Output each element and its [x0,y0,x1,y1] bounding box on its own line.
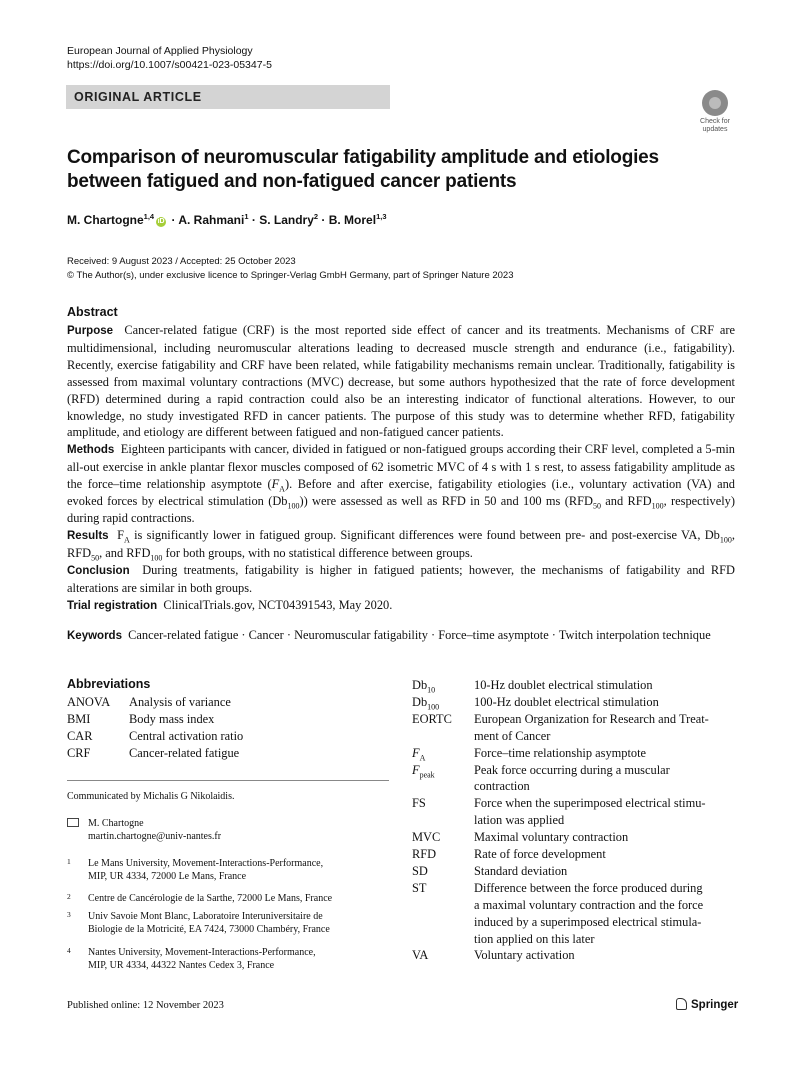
term-subscript: 10 [427,685,436,695]
term-subscript: A [419,753,426,763]
subscript: 50 [91,553,100,563]
definition-line: Difference between the force produced during [474,880,703,895]
definition-line: Force–time relationship asymptote [474,745,647,760]
abbreviation-term [412,829,440,846]
abbreviation-term [412,694,439,711]
definition-line: Standard deviation [474,863,568,878]
abbreviation-term [412,677,435,694]
abstract-purpose [67,322,735,441]
article-title [67,146,707,194]
definition-line: Force when the superimposed electrical stimu- [474,796,706,811]
conclusion-label: Conclusion [67,564,130,577]
abstract-trial [67,597,735,615]
affiliation-text [88,946,378,972]
definition-line: a maximal voluntary contraction and the force [474,897,704,912]
springer-logo [676,998,738,1011]
article-type-banner: ORIGINAL ARTICLE [66,85,390,109]
abbreviation-definition [474,677,744,694]
methods-text: ). Before and after exercise, fatigability etiologies (i.e., voluntary activation (VA) and evoked forces by electrical stimulation (Db [67,477,735,509]
author-name[interactable]: A. Rahmani [178,213,245,227]
term-subscript: peak [419,769,435,779]
definition-line: Peak force occurring during a muscular [474,762,670,777]
term-base: Db [412,678,428,692]
term-base: SD [412,863,428,878]
definition-line: European Organization for Research and Treat- [474,711,709,726]
abbreviation-definition [474,711,744,745]
abbreviation-definition: Cancer-related fatigue [129,746,240,760]
abbreviation-definition [474,880,744,948]
affiliation-line: Centre de Cancérologie de la Sarthe, 72000 Le Mans, France [88,893,333,904]
subscript: 100 [719,535,732,545]
author-list: M. Chartogne$^{1,4}$iD · A. Rahmani$^1$ · S. Landry$^2$ · B. Morel$^{1,3}$ [67,212,387,227]
footnote-divider [67,780,389,781]
abbreviation-term [412,745,425,762]
check-for-updates-badge[interactable] [695,90,735,133]
abbreviation-definition [474,795,744,829]
results-text: F [117,527,125,542]
envelope-icon [67,818,79,827]
title-line: between fatigued and non-fatigued cancer patients [67,171,517,192]
methods-text: , respectively) during rapid contractions. [67,494,735,525]
definition-line: ment of Cancer [474,728,551,743]
methods-text: )) were assessed as well as RFD in 50 and 100 ms (RFD [299,494,593,509]
methods-label: Methods [67,444,115,457]
definition-line: Voluntary activation [474,948,575,963]
check-updates-line1: Check for [700,118,730,125]
abbreviation-term [412,947,428,964]
orcid-icon[interactable]: iD [157,218,165,225]
term-subscript: 100 [427,702,440,712]
affiliation-text [88,892,378,905]
abbreviation-term [412,711,452,728]
results-text: is significantly lower in fatigued group. Significant differences were found between pre- and post-exercise VA, Db [129,527,720,542]
purpose-text: Cancer-related fatigue (CRF) is the most reported side effect of cancer and its treatments. Mechanisms of CRF are multidimensional, including neuromuscular alterations leading to decreased muscle strength and endurance (i.e., fatigability). Recently, exercise fatigability and CRF have been related, while fatigability mechanisms remain unclear. Traditionally, fatigability is assessed from maximal voluntary contractions (MVC) decrease, but some authors hypothesized that the rate of force development (RFD) determined during a rapid contraction could also be an interesting indicator of functional alterations. However, to our knowledge, no study investigated RFD in cancer patients. The purpose of this study was to determine whether RFD, fatigability amplitude, and etiology are different between fatigued and non-fatigued cancer patients. [67,323,735,440]
abstract-heading: Abstract [67,305,118,319]
abbreviations-heading: Abbreviations [67,677,151,691]
affiliation-line: Le Mans University, Movement-Interactions-Performance, [88,858,324,869]
subscript: 50 [592,501,601,511]
term-base: Db [412,694,428,709]
received-accepted: Received: 9 August 2023 / Accepted: 25 October 2023 [67,256,296,267]
definition-line: tion applied on this later [474,931,595,946]
conclusion-text: During treatments, fatigability is higher in fatigued patients; however, the mechanisms of fatigability and RFD alterations are similar in both groups. [67,562,735,595]
springer-horse-icon [676,998,687,1010]
abbreviation-definition: Body mass index [129,712,215,726]
communicated-by: Communicated by Michalis G Nikolaidis. [67,791,235,802]
affiliation-line: Nantes University, Movement-Interactions-Performance, [88,947,316,958]
abbreviation-definition [474,829,744,846]
keywords-text: Cancer-related fatigue · Cancer · Neuromuscular fatigability · Force–time asymptote · Twitch interpolation technique [128,628,711,642]
abbreviation-definition [474,947,744,964]
trial-text[interactable]: ClinicalTrials.gov, NCT04391543, May 2020. [163,597,393,612]
abbreviation-term [412,880,426,897]
affiliation-text [88,857,378,883]
abbreviation-term [412,863,428,880]
abstract-conclusion [67,562,735,597]
affiliation-text [88,910,378,936]
abbreviation-term [412,795,426,812]
title-line: Comparison of neuromuscular fatigability amplitude and etiologies [67,147,659,168]
definition-line: 10-Hz doublet electrical stimulation [474,678,653,692]
keywords-label: Keywords [67,630,122,642]
abbreviation-term: CRF [67,746,91,760]
term-base: MVC [412,830,441,845]
subscript: 100 [287,501,300,511]
affiliation-number: 1 [67,857,71,866]
term-base: RFD [412,847,437,861]
affiliation-line: Biologie de la Motricité, EA 7424, 73000 Chambéry, France [88,924,330,935]
author-affiliation: 1 [244,212,249,221]
trial-label: Trial registration [67,599,158,612]
copyright-line: © The Author(s), under exclusive licence to Springer-Verlag GmbH Germany, part of Springer Nature 2023 [67,270,514,281]
abbreviation-definition: Analysis of variance [129,695,231,709]
abstract-results [67,527,735,562]
abbreviation-term: CAR [67,729,93,743]
results-text: , RFD [67,527,735,560]
results-text: for both groups, with no statistical difference between groups. [162,545,473,560]
methods-text: Eighteen participants with cancer, divided in fatigued or non-fatigued groups according their CRF level, completed a 5-min all-out exercise in ankle plantar flexor muscles composed of 62 isometric MVC of 4 s with 1 s rest, to assess fatigability amplitude as the force–time relationship asymptote ( [67,442,735,492]
subscript: 100 [150,553,163,563]
abbreviation-term: BMI [67,712,91,726]
abbreviation-definition [474,846,744,863]
definition-line: lation was applied [474,813,565,828]
abbreviation-term [412,762,435,779]
author-name[interactable]: B. Morel [328,213,377,227]
journal-name: European Journal of Applied Physiology [67,45,253,57]
abstract-methods [67,441,735,527]
abbreviation-term [412,846,436,863]
corresponding-name: M. Chartogne [88,818,144,829]
purpose-label: Purpose [67,325,114,337]
doi-link[interactable]: https://doi.org/10.1007/s00421-023-05347-5 [67,59,272,71]
publisher-name: Springer [691,999,739,1011]
term-base: VA [412,948,429,963]
subscript: 100 [651,501,664,511]
abstract-body [67,322,735,614]
affiliation-number: 3 [67,910,71,919]
affiliation-line: Univ Savoie Mont Blanc, Laboratoire Interuniversitaire de [88,911,323,922]
abbreviation-definition [474,863,744,880]
abbreviation-term: ANOVA [67,695,111,709]
term-base: F [412,745,420,760]
affiliation-number: 4 [67,946,71,955]
definition-line: 100-Hz doublet electrical stimulation [474,694,659,709]
methods-text: and RFD [600,494,652,509]
author-name[interactable]: M. Chartogne [67,213,144,227]
definition-line: Rate of force development [474,847,606,861]
journal-header [67,44,272,72]
author-affiliation: 1,4 [143,212,155,221]
term-base: FS [412,796,426,811]
abbreviation-definition: Central activation ratio [129,729,244,743]
term-base: EORTC [412,711,452,726]
article-dates [67,255,514,283]
definition-line: induced by a superimposed electrical stimula- [474,914,702,929]
subscript: A [124,535,130,545]
author-affiliation: 1,3 [376,212,387,221]
results-label: Results [67,529,109,542]
abbreviation-definition [474,745,744,762]
abbreviation-definition [474,694,744,711]
check-updates-icon [702,90,728,116]
affiliation-line: MIP, UR 4334, 44322 Nantes Cedex 3, France [88,960,275,971]
symbol-f: F [271,477,280,492]
term-base: ST [412,880,427,895]
affiliation-number: 2 [67,892,71,901]
corresponding-email[interactable]: martin.chartogne@univ-nantes.fr [88,831,222,842]
keywords [67,627,735,645]
subscript: A [279,484,285,494]
published-online: Published online: 12 November 2023 [67,1000,224,1011]
abbreviation-definition [474,762,744,796]
check-updates-line2: updates [702,125,728,133]
results-text: , and RFD [99,545,151,560]
term-base: F [412,762,420,777]
affiliation-line: MIP, UR 4334, 72000 Le Mans, France [88,871,247,882]
author-affiliation: 2 [313,212,319,221]
author-name[interactable]: S. Landry [259,213,314,227]
definition-line: Maximal voluntary contraction [474,830,629,845]
definition-line: contraction [474,779,530,794]
